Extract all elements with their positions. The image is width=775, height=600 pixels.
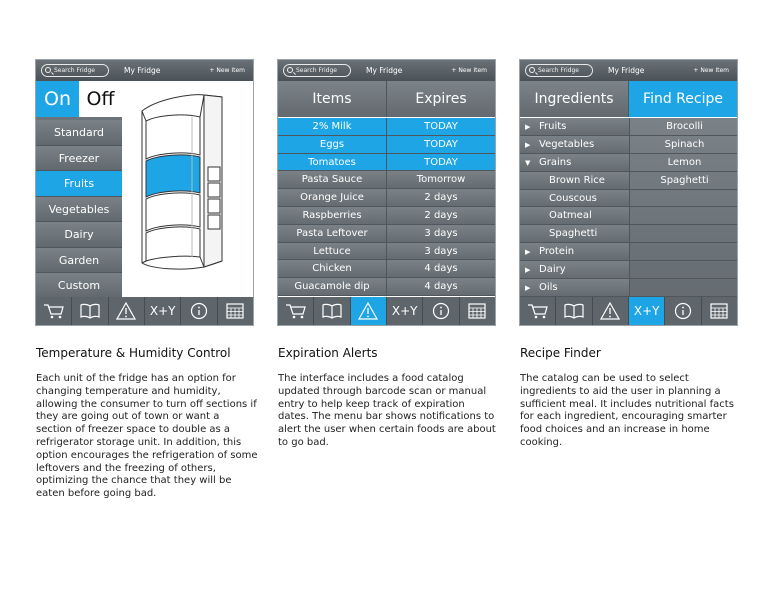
tab-cart[interactable] <box>36 297 72 325</box>
expires-value: Tomorrow <box>416 174 466 186</box>
table-row[interactable] <box>278 207 495 225</box>
chevron-right-icon: ▶ <box>525 140 531 149</box>
tab-cart[interactable] <box>520 297 556 325</box>
info-icon <box>674 302 692 320</box>
off-button[interactable]: Off <box>79 81 122 117</box>
list-item[interactable]: Spinach <box>630 136 738 154</box>
top-bar <box>278 60 495 81</box>
item-name: Chicken <box>278 260 387 277</box>
search-fridge-button[interactable] <box>283 64 351 77</box>
search-fridge-label: Search Fridge <box>296 67 337 74</box>
list-item[interactable] <box>520 225 629 243</box>
tab-alerts[interactable] <box>351 297 387 325</box>
ingredient-label: Grains <box>539 156 572 168</box>
alert-icon <box>600 302 620 320</box>
calc-label: X+Y <box>391 304 418 318</box>
expiration-list <box>278 118 495 296</box>
expires-value: 3 days <box>424 245 458 257</box>
table-row[interactable] <box>278 278 495 296</box>
recipe-finder-screen <box>519 59 738 326</box>
table-row[interactable] <box>278 136 495 154</box>
expires-value: 4 days <box>424 263 458 275</box>
cart-icon <box>43 303 65 319</box>
menu-bar <box>278 297 495 325</box>
list-item[interactable]: Spaghetti <box>630 172 738 190</box>
tab-alerts[interactable] <box>593 297 629 325</box>
mode-freezer[interactable]: Freezer <box>36 146 122 172</box>
tab-catalog[interactable] <box>314 297 350 325</box>
screen-title: My Fridge <box>124 66 161 75</box>
info-icon <box>432 302 450 320</box>
expires-column-header[interactable]: Expires <box>387 81 495 117</box>
expires-value: 4 days <box>424 281 458 293</box>
list-item[interactable]: Brocolli <box>630 118 738 136</box>
screen-title: My Fridge <box>608 66 645 75</box>
tab-cart[interactable] <box>278 297 314 325</box>
list-item[interactable] <box>520 154 629 172</box>
mode-vegetables[interactable]: Vegetables <box>36 197 122 223</box>
search-icon <box>529 67 535 73</box>
tab-calendar[interactable] <box>218 297 253 325</box>
tab-calculator[interactable] <box>145 297 181 325</box>
chevron-right-icon: ▶ <box>525 123 531 131</box>
caption-title-expiration: Expiration Alerts <box>278 346 378 360</box>
expires-value: TODAY <box>424 156 458 168</box>
empty-slot <box>630 207 738 225</box>
top-bar <box>36 60 253 81</box>
tab-info[interactable] <box>423 297 459 325</box>
list-item[interactable] <box>520 118 629 136</box>
info-icon <box>190 302 208 320</box>
mode-standard[interactable]: Standard <box>36 120 122 146</box>
chevron-down-icon: ▼ <box>525 158 531 167</box>
book-icon <box>80 303 100 319</box>
calc-label: X+Y <box>149 304 176 318</box>
search-fridge-label: Search Fridge <box>54 67 95 74</box>
fridge-control-screen <box>35 59 254 326</box>
list-item[interactable] <box>520 172 629 190</box>
new-item-button[interactable]: + New Item <box>209 67 245 74</box>
item-name: Guacamole dip <box>278 278 387 295</box>
mode-dairy[interactable]: Dairy <box>36 222 122 248</box>
item-name: Eggs <box>278 136 387 153</box>
menu-bar <box>36 297 253 325</box>
expires-value: 3 days <box>424 227 458 239</box>
empty-slot <box>630 243 738 261</box>
item-name: Raspberries <box>278 207 387 224</box>
table-row[interactable] <box>278 225 495 243</box>
table-row[interactable] <box>278 171 495 189</box>
search-fridge-button[interactable] <box>525 64 593 77</box>
table-row[interactable] <box>278 189 495 207</box>
expires-value: 2 days <box>424 209 458 221</box>
screen-title: My Fridge <box>366 66 403 75</box>
chevron-right-icon: ▶ <box>525 284 531 293</box>
item-name: 2% Milk <box>278 118 387 135</box>
cart-icon <box>527 303 549 319</box>
expires-value: TODAY <box>424 138 458 150</box>
search-icon <box>45 67 51 73</box>
caption-title-temperature: Temperature & Humidity Control <box>36 346 231 360</box>
mode-fruits[interactable]: Fruits <box>36 171 122 197</box>
tab-info[interactable] <box>665 297 701 325</box>
empty-slot <box>630 190 738 208</box>
table-row[interactable] <box>278 260 495 278</box>
mode-garden[interactable]: Garden <box>36 248 122 274</box>
ingredient-label: Dairy <box>539 264 566 276</box>
expires-value: 2 days <box>424 192 458 204</box>
power-toggle <box>36 81 122 117</box>
table-row[interactable] <box>278 243 495 261</box>
calendar-icon <box>710 303 728 319</box>
mode-list <box>36 120 122 299</box>
table-row[interactable] <box>278 154 495 172</box>
mode-panel <box>36 81 122 299</box>
item-name: Tomatoes <box>278 154 387 171</box>
list-item[interactable] <box>520 136 629 154</box>
ingredient-label: Spaghetti <box>549 228 598 240</box>
empty-slot <box>630 261 738 279</box>
empty-slot <box>630 225 738 243</box>
calendar-icon <box>226 303 244 319</box>
tab-calculator[interactable] <box>387 297 423 325</box>
list-item[interactable] <box>520 243 629 261</box>
list-item[interactable] <box>520 261 629 279</box>
fridge-icon <box>122 81 254 299</box>
item-name: Pasta Leftover <box>278 225 387 242</box>
list-item[interactable] <box>520 190 629 208</box>
ingredient-label: Brown Rice <box>549 174 605 186</box>
tab-catalog[interactable] <box>556 297 592 325</box>
ingredient-label: Oils <box>539 282 558 294</box>
search-icon <box>287 67 293 73</box>
caption-body-temperature: Each unit of the fridge has an option for changing temperature and humidity, allowing the consumer to turn off sections if they are going out of town or want a section of freezer space to double as a refrigerator storage unit. In addition, this option encourages the refrigeration of some leftovers and the freezing of others, optimizing the chance that they will be eaten before going bad. <box>36 373 258 500</box>
caption-body-expiration: The interface includes a food catalog updated through barcode scan or manual entry to help keep track of expiration dates. The menu bar shows notifications to alert the user when certain foods are about to go bad. <box>278 373 496 448</box>
ingredient-label: Protein <box>539 246 575 258</box>
book-icon <box>564 303 584 319</box>
tab-calendar[interactable] <box>460 297 495 325</box>
mode-custom[interactable]: Custom <box>36 273 122 299</box>
alert-icon <box>358 302 378 320</box>
items-column-header[interactable]: Items <box>278 81 387 117</box>
chevron-right-icon: ▶ <box>525 266 531 275</box>
top-bar <box>520 60 737 81</box>
expiration-screen <box>277 59 496 326</box>
item-name: Lettuce <box>278 243 387 260</box>
table-row[interactable] <box>278 118 495 136</box>
item-name: Orange Juice <box>278 189 387 206</box>
search-fridge-label: Search Fridge <box>538 67 579 74</box>
alert-icon <box>116 302 136 320</box>
cart-icon <box>285 303 307 319</box>
book-icon <box>322 303 342 319</box>
caption-title-recipe: Recipe Finder <box>520 346 601 360</box>
fridge-illustration <box>122 81 254 299</box>
selected-ingredients-list <box>629 118 738 299</box>
ingredient-label: Vegetables <box>539 138 595 150</box>
recipe-header <box>520 81 737 117</box>
caption-body-recipe: The catalog can be used to select ingredients to aid the user in planning a sufficient meal. It includes nutritional facts for each ingredient, encouraging smarter food choices and an increase in home cooking. <box>520 373 734 448</box>
ingredients-list <box>520 118 629 297</box>
ingredient-label: Oatmeal <box>549 210 592 222</box>
find-recipe-button[interactable]: Find Recipe <box>629 81 737 117</box>
on-button[interactable]: On <box>36 81 79 117</box>
new-item-button[interactable]: + New Item <box>451 67 487 74</box>
chevron-right-icon: ▶ <box>525 248 531 257</box>
expires-value: TODAY <box>424 121 458 132</box>
ingredients-header[interactable]: Ingredients <box>520 81 629 117</box>
tab-catalog[interactable] <box>72 297 108 325</box>
ingredient-label: Couscous <box>549 192 597 204</box>
list-item[interactable]: Lemon <box>630 154 738 172</box>
ingredient-label: Fruits <box>539 121 567 132</box>
tab-alerts[interactable] <box>109 297 145 325</box>
tab-calculator[interactable] <box>629 297 665 325</box>
calendar-icon <box>468 303 486 319</box>
empty-slot <box>630 279 738 297</box>
tab-calendar[interactable] <box>702 297 737 325</box>
menu-bar <box>520 297 737 325</box>
list-item[interactable] <box>520 207 629 225</box>
new-item-button[interactable]: + New Item <box>693 67 729 74</box>
search-fridge-button[interactable] <box>41 64 109 77</box>
item-name: Pasta Sauce <box>278 171 387 188</box>
list-header <box>278 81 495 117</box>
calc-label: X+Y <box>633 304 660 318</box>
list-item[interactable] <box>520 279 629 297</box>
tab-info[interactable] <box>181 297 217 325</box>
